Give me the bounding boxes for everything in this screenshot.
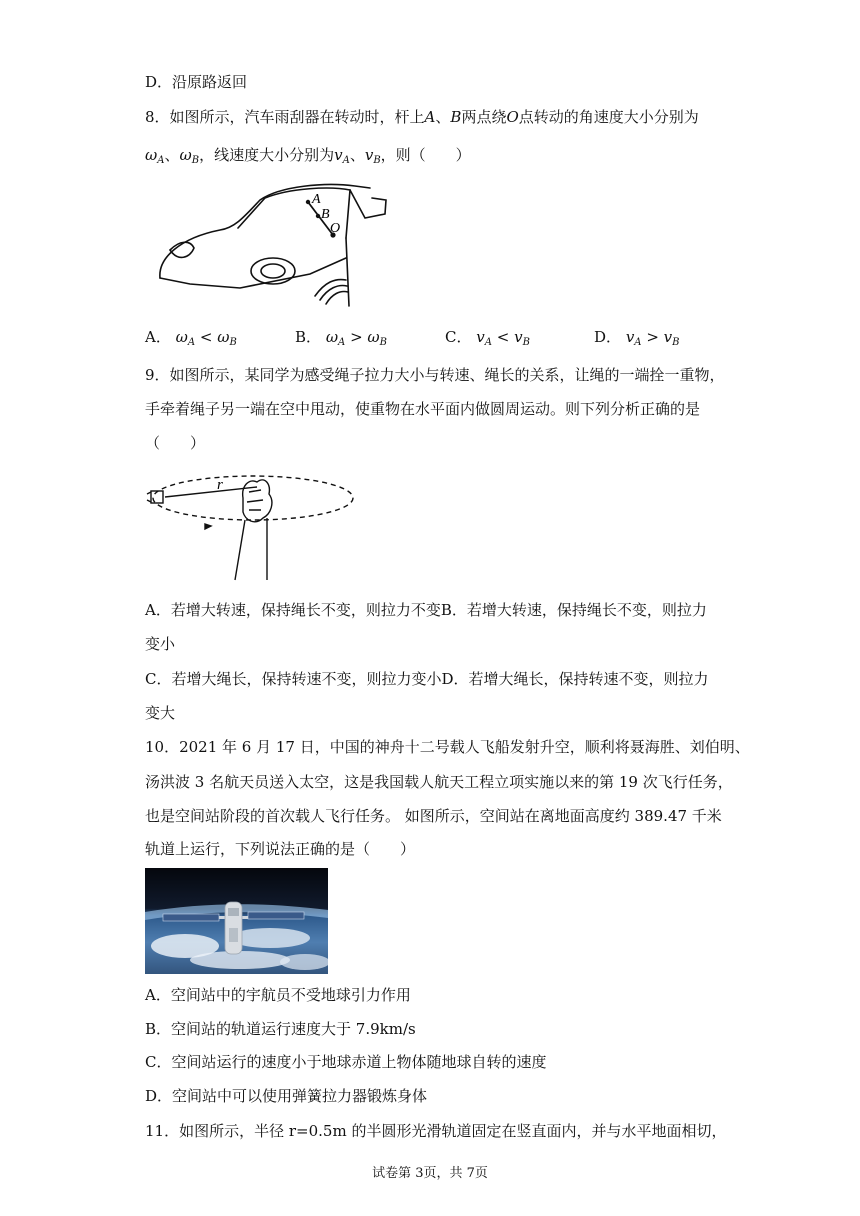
figure-label-a: A (312, 192, 321, 207)
solar-panel-right (248, 912, 304, 919)
q8-separator: 、 (164, 146, 180, 164)
q7-option-d: D．沿原路返回 (145, 73, 248, 91)
q10-option-d: D．空间站中可以使用弹簧拉力器锻炼身体 (145, 1087, 428, 1105)
q8-point-o: O (506, 108, 519, 126)
q8-option-a (145, 326, 237, 348)
q9-stem-line2: 手牵着绳子另一端在空中甩动，使重物在水平面内做圆周运动。则下列分析正确的是 (145, 400, 701, 418)
q10-stem-line4: 轨道上运行，下列说法正确的是（ ） (145, 840, 416, 858)
figure-label-r: r (217, 477, 223, 493)
q8-sub: A (484, 337, 492, 348)
circular-path (153, 476, 353, 520)
less-than-sign: < (496, 328, 510, 346)
q8-sub: A (187, 337, 196, 348)
q8-sub: B (379, 337, 388, 348)
q8-point-b: B (450, 108, 462, 126)
solar-panel-left (163, 914, 219, 921)
less-than-sign: < (199, 328, 213, 346)
q10-option-c: C．空间站运行的速度小于地球赤道上物体随地球自转的速度 (145, 1053, 547, 1071)
option-prefix: C． (445, 328, 472, 346)
q10-stem-line1: 10．2021 年 6 月 17 日，中国的神舟十二号载人飞船发射升空，顺利将聂海胜、刘伯明、 (145, 738, 750, 756)
q8-stem-text: 两点绕 (461, 108, 507, 126)
rear-wheel-arc (326, 292, 348, 305)
rear-wheel-arc (315, 280, 346, 296)
q8-stem-line2 (145, 145, 471, 171)
q8-sub: B (672, 337, 680, 348)
point-b-dot (316, 214, 320, 218)
q8-v: v (364, 146, 374, 164)
q10-option-a: A．空间站中的宇航员不受地球引力作用 (145, 986, 411, 1004)
front-wheel (251, 258, 295, 284)
q9-stem-line3: （ ） (145, 434, 206, 452)
q9-rope-circle-figure (145, 468, 365, 583)
q8-option-c (445, 326, 530, 348)
q8-sub: A (342, 155, 350, 166)
greater-than-sign: > (646, 328, 659, 346)
direction-arrow (205, 524, 211, 529)
page-footer: 试卷第 3页，共 7页 (372, 1166, 488, 1181)
q8-sub: A (338, 337, 346, 348)
greater-than-sign: > (350, 328, 363, 346)
lower-body (160, 258, 346, 288)
q8-stem-text: ，则（ ） (380, 146, 471, 164)
q8-omega: ω (325, 328, 339, 346)
q8-sub: B (229, 337, 237, 348)
q8-stem-text: ，线速度大小分别为 (199, 146, 335, 164)
q9-option-cd-line1: C．若增大绳长，保持转速不变，则拉力变小D．若增大绳长，保持转速不变，则拉力 (145, 670, 709, 688)
q8-stem-text: 8．如图所示，汽车雨刮器在转动时，杆上 (145, 108, 425, 126)
option-prefix: A． (145, 328, 171, 346)
q8-omega: ω (217, 328, 230, 346)
q8-stem-text: 点转动的角速度大小分别为 (518, 108, 699, 126)
figure-label-o: O (330, 221, 341, 236)
q10-option-b: B．空间站的轨道运行速度大于 7.9km/s (145, 1020, 416, 1038)
q8-v: v (476, 328, 485, 346)
q9-option-ab-line1: A．若增大转速，保持绳长不变，则拉力不变B．若增大转速，保持绳长不变，则拉力 (145, 601, 707, 619)
figure-label-b: B (321, 207, 330, 222)
q10-stem-line2: 汤洪波 3 名航天员送入太空，这是我国载人航天工程立项实施以来的第 19 次飞行任务， (145, 773, 733, 791)
cloud (280, 954, 328, 970)
q8-v: v (514, 328, 523, 346)
q8-omega: ω (175, 328, 188, 346)
q8-option-b (295, 326, 387, 348)
q8-omega: ω (179, 146, 192, 164)
q8-option-d (594, 326, 680, 348)
q8-omega: ω (367, 328, 380, 346)
q8-sub: A (157, 155, 165, 166)
q8-v: v (625, 328, 635, 346)
weight-block (151, 491, 163, 503)
q8-point-a: A (424, 108, 436, 126)
door-line (346, 238, 349, 306)
q8-sub: B (373, 155, 381, 166)
point-a-dot (306, 200, 310, 204)
finger-lines (247, 490, 263, 510)
q8-sub: B (522, 337, 530, 348)
option-prefix: B． (295, 328, 322, 346)
arm-lines (235, 518, 267, 580)
q8-car-wiper-figure (150, 178, 400, 308)
q9-stem-line1: 9．如图所示，某同学为感受绳子拉力大小与转速、绳长的关系，让绳的一端拴一重物， (145, 366, 725, 384)
rear-wheel-arc (320, 286, 347, 300)
q8-sub: B (191, 155, 200, 166)
q10-stem-line3: 也是空间站阶段的首次载人飞行任务。 如图所示，空间站在离地面高度约 389.47 千米 (145, 807, 722, 825)
front-wheel-hub (261, 264, 285, 278)
q8-v: v (334, 146, 343, 164)
option-prefix: D． (594, 328, 622, 346)
q9-option-cd-line2: 变大 (145, 704, 176, 722)
q8-separator: 、 (349, 146, 365, 164)
q10-space-station-photo (145, 868, 328, 974)
side-mirror (350, 190, 386, 218)
q8-omega: ω (145, 146, 158, 164)
cloud (190, 951, 290, 969)
q8-separator: 、 (435, 108, 451, 126)
q9-option-ab-line2: 变小 (145, 635, 176, 653)
q8-stem-line1 (145, 107, 699, 127)
station-detail (228, 908, 239, 916)
q11-stem-line1: 11．如图所示，半径 r=0.5m 的半圆形光滑轨道固定在竖直面内，并与水平地面相切， (145, 1122, 727, 1140)
station-detail (229, 928, 238, 942)
q8-v: v (663, 328, 673, 346)
q8-sub: A (634, 337, 642, 348)
